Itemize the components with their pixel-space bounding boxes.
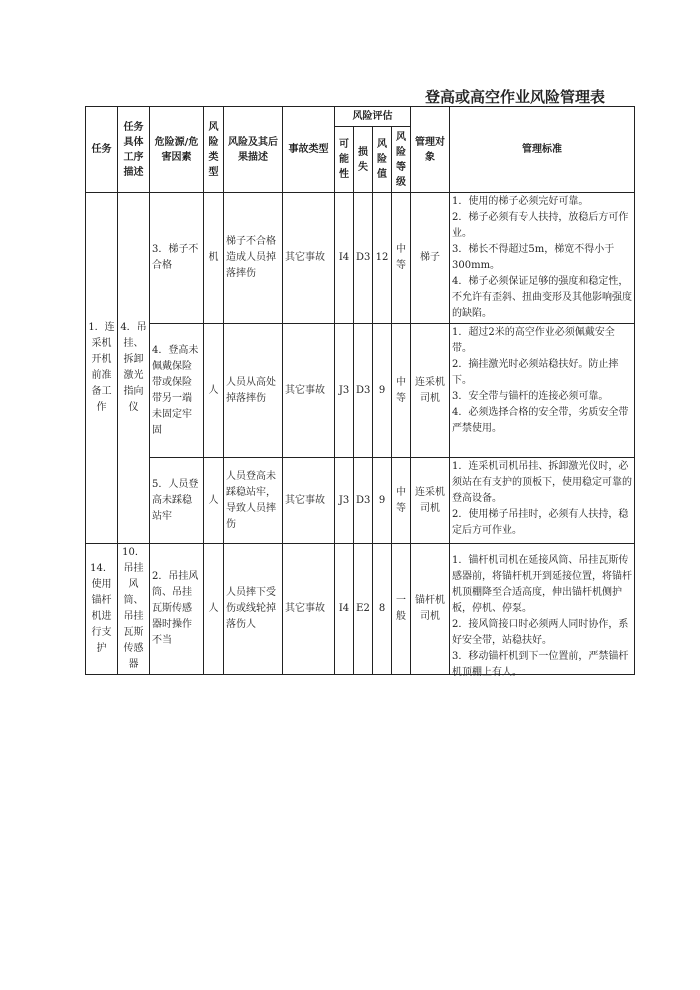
risk-level-cell: 中等 <box>392 193 411 324</box>
header-possibility: 可能性 <box>335 127 354 193</box>
risk-value-cell: 8 <box>373 544 392 675</box>
mgmt-standard-cell <box>450 458 635 544</box>
hazard-cell: 3．梯子不合格 <box>150 193 204 324</box>
header-risk-value: 风险值 <box>373 127 392 193</box>
possibility-cell: J3 <box>335 458 354 544</box>
hazard-cell: 4．登高未佩戴保险带或保险带另一端未固定牢固 <box>150 324 204 458</box>
mgmt-target-cell: 锚杆机司机 <box>411 544 450 675</box>
task-cell: 1．连采机开机前准备工作 <box>86 193 118 544</box>
standard-item: 2．使用梯子吊挂时，必须有人扶持，稳定后方可作业。 <box>452 509 629 536</box>
risk-level-cell: 中等 <box>392 324 411 458</box>
accident-type-cell: 其它事故 <box>283 324 335 458</box>
consequence-cell: 人员从高处掉落摔伤 <box>224 324 283 458</box>
risk-type-cell: 机 <box>204 193 224 324</box>
standard-item: 3．安全带与锚杆的连接必须可靠。 <box>452 391 609 402</box>
possibility-cell: I4 <box>335 193 354 324</box>
table-row <box>86 324 635 458</box>
header-accident-type: 事故类型 <box>283 107 335 193</box>
risk-type-cell: 人 <box>204 458 224 544</box>
risk-management-table <box>85 106 635 678</box>
task-cell: 14．使用锚杆机进行支护 <box>86 544 118 675</box>
risk-level-cell: 中等 <box>392 458 411 544</box>
risk-value-cell: 9 <box>373 324 392 458</box>
loss-cell: D3 <box>354 324 373 458</box>
mgmt-standard-cell <box>450 544 635 678</box>
risk-value-cell: 12 <box>373 193 392 324</box>
accident-type-cell: 其它事故 <box>283 458 335 544</box>
standard-item: 3．移动锚杆机到下一位置前，严禁锚杆机顶棚上有人。 <box>452 651 629 678</box>
header-risk-level: 风险等级 <box>392 127 411 193</box>
header-hazard: 危险源/危害因素 <box>150 107 204 193</box>
standard-item: 2．梯子必须有专人扶持，放稳后方可作业。 <box>452 212 629 239</box>
standard-item: 2．摘挂激光时必须站稳扶好。防止摔下。 <box>452 359 619 386</box>
standard-item: 3．梯长不得超过5m，梯宽不得小于300mm。 <box>452 244 615 271</box>
header-risk-eval: 风险评估 <box>335 107 411 127</box>
header-step: 任务具体工序描述 <box>118 107 150 193</box>
loss-cell: D3 <box>354 193 373 324</box>
possibility-cell: I4 <box>335 544 354 675</box>
header-loss: 损失 <box>354 127 373 193</box>
mgmt-standard-cell <box>450 324 635 458</box>
standard-item: 1．超过2米的高空作业必须佩戴安全带。 <box>452 327 615 354</box>
table-row <box>86 458 635 544</box>
standard-item: 1．使用的梯子必须完好可靠。 <box>452 196 589 207</box>
risk-type-cell: 人 <box>204 324 224 458</box>
header-task: 任务 <box>86 107 118 193</box>
accident-type-cell: 其它事故 <box>283 544 335 675</box>
header-mgmt-standard: 管理标准 <box>450 107 635 193</box>
accident-type-cell: 其它事故 <box>283 193 335 324</box>
table-row <box>86 544 635 675</box>
standard-item: 2．接风筒接口时必须两人同时协作，系好安全带，站稳扶好。 <box>452 619 629 646</box>
step-cell: 4．吊挂、拆卸激光指向仪 <box>118 193 150 544</box>
consequence-cell: 人员摔下受伤或线轮掉落伤人 <box>224 544 283 675</box>
consequence-cell: 人员登高未踩稳站牢，导致人员摔伤 <box>224 458 283 544</box>
standard-item: 1．连采机司机吊挂、拆卸激光仪时，必须站在有支护的顶板下，使用稳定可靠的登高设备。 <box>452 461 632 504</box>
standard-item: 4．梯子必须保证足够的强度和稳定性，不允许有歪斜、扭曲变形及其他影响强度的缺陷。 <box>452 276 632 319</box>
mgmt-target-cell: 梯子 <box>411 193 450 324</box>
risk-type-cell: 人 <box>204 544 224 675</box>
header-mgmt-target: 管理对象 <box>411 107 450 193</box>
mgmt-target-cell: 连采机司机 <box>411 458 450 544</box>
mgmt-target-cell: 连采机司机 <box>411 324 450 458</box>
consequence-cell: 梯子不合格造成人员掉落摔伤 <box>224 193 283 324</box>
standard-item: 4．必须选择合格的安全带，劣质安全带严禁使用。 <box>452 407 629 434</box>
loss-cell: E2 <box>354 544 373 675</box>
hazard-cell: 5．人员登高未踩稳站牢 <box>150 458 204 544</box>
hazard-cell: 2．吊挂风筒、吊挂瓦斯传感器时操作不当 <box>150 544 204 675</box>
possibility-cell: J3 <box>335 324 354 458</box>
mgmt-standard-cell <box>450 193 635 324</box>
loss-cell: D3 <box>354 458 373 544</box>
header-consequence: 风险及其后果描述 <box>224 107 283 193</box>
table-row <box>86 193 635 324</box>
risk-level-cell: 一般 <box>392 544 411 675</box>
page-title: 登高或高空作业风险管理表 <box>425 88 606 106</box>
step-cell: 10．吊挂风筒、吊挂瓦斯传感器 <box>118 544 150 675</box>
standard-item: 1．锚杆机司机在延接风筒、吊挂瓦斯传感器前，将锚杆机开到延接位置，将锚杆机顶棚降至合适高度，伸出锚杆机侧护板，停机、停泵。 <box>452 555 632 614</box>
risk-value-cell: 9 <box>373 458 392 544</box>
header-risk-type: 风险类型 <box>204 107 224 193</box>
